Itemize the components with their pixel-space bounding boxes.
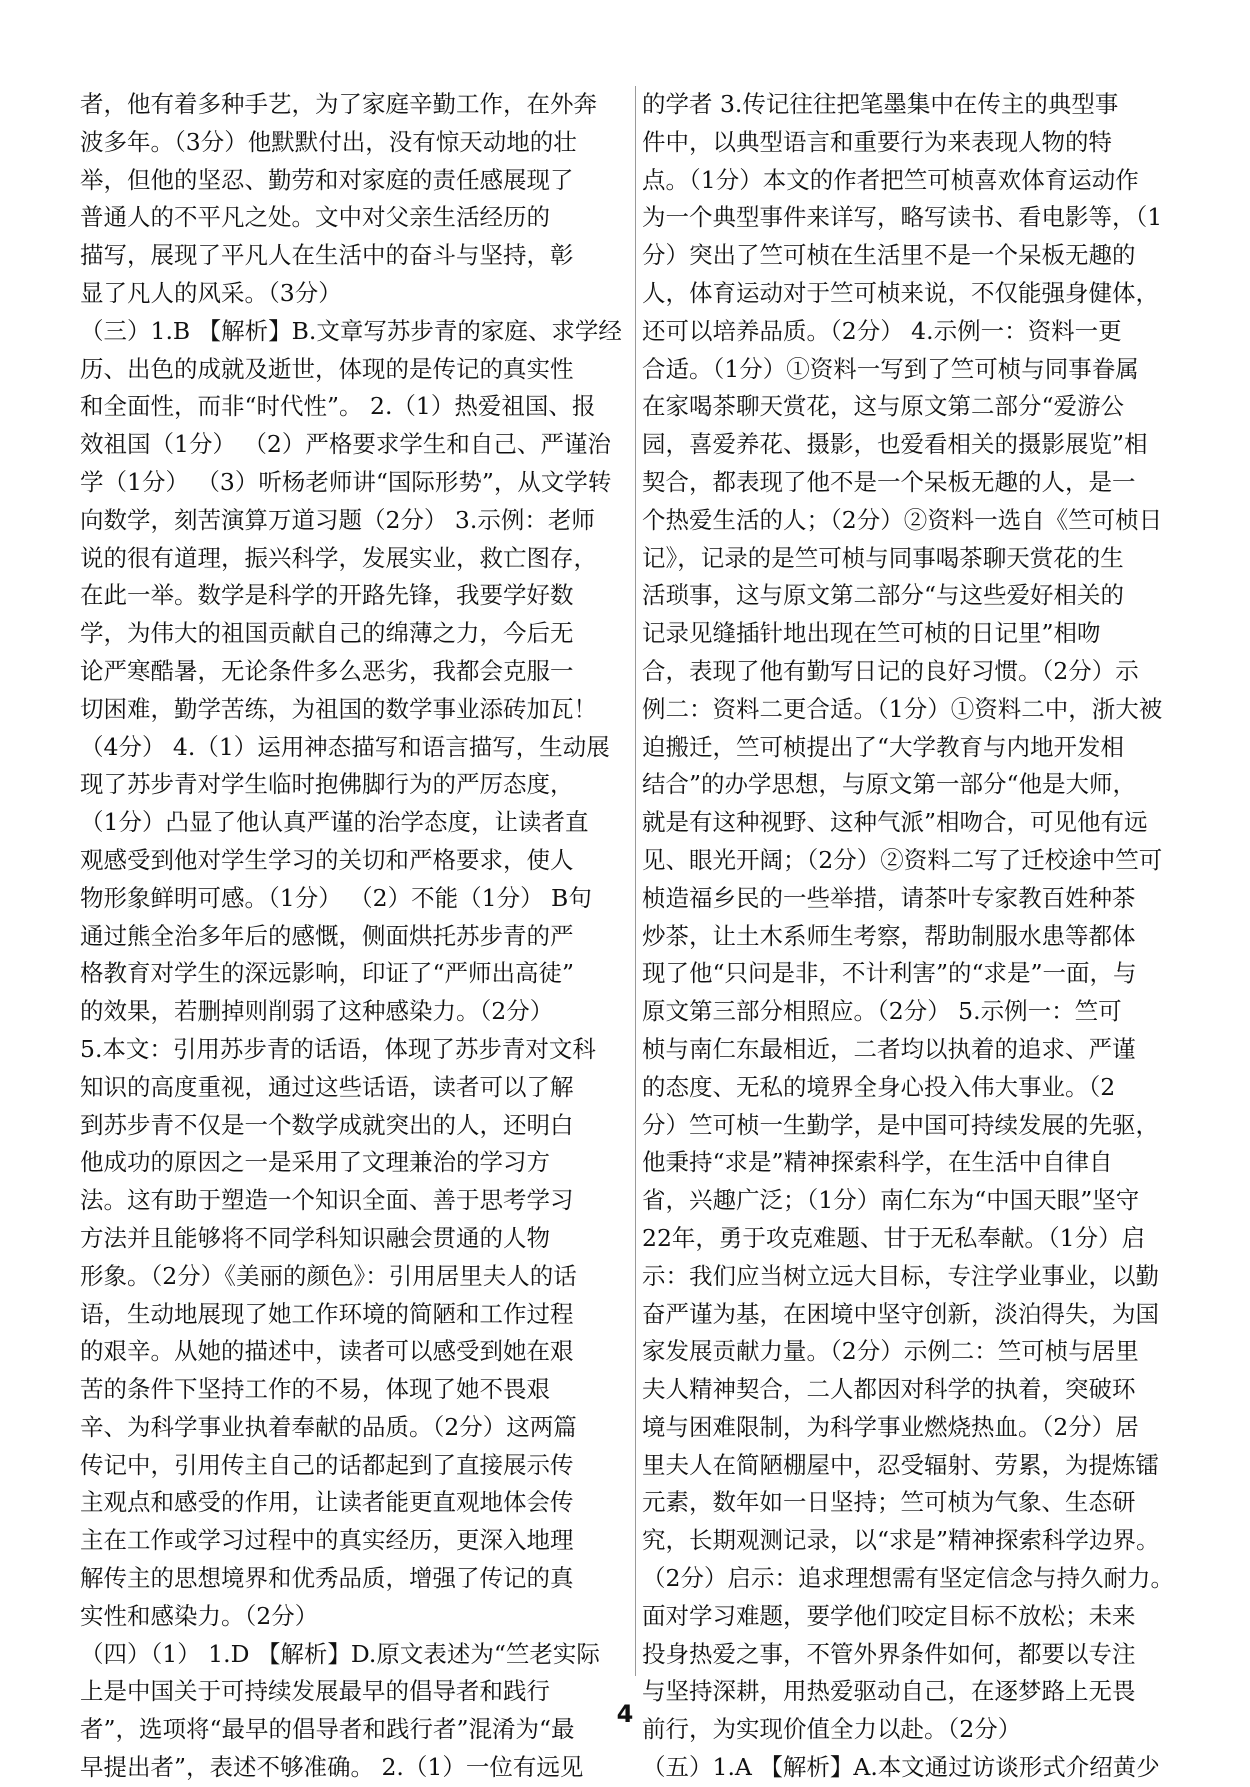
right-column-text-line: 迫搬迁，竺可桢提出了“大学教育与内地开发相: [642, 732, 1125, 761]
left-column-text-line: 上是中国关于可持续发展最早的倡导者和践行: [80, 1677, 550, 1706]
right-column-text-line: 前行，为实现价值全力以赴。（2分）: [642, 1715, 1022, 1744]
left-column-text-line: 通过熊全治多年后的感慨，侧面烘托苏步青的严: [80, 921, 574, 950]
left-column-text-line: 的效果，若删掉则削弱了这种感染力。（2分）: [80, 997, 554, 1026]
right-column-text-line: 人，体育运动对于竺可桢来说，不仅能强身健体，: [642, 278, 1159, 307]
right-column-text-line: 分）突出了竺可桢在生活里不是一个呆板无趣的: [642, 241, 1136, 270]
left-column-text-line: 切困难，勤学苦练，为祖国的数学事业添砖加瓦！: [80, 694, 597, 723]
left-column-text-line: 语，生动地展现了她工作环境的简陋和工作过程: [80, 1299, 574, 1328]
left-column-text-line: 格教育对学生的深远影响，印证了“严师出高徒”: [80, 959, 575, 988]
left-column-text-line: 显了凡人的风采。（3分）: [80, 278, 342, 307]
right-column: [642, 90, 1190, 1787]
left-column-text-line: 形象。（2分）《美丽的颜色》：引用居里夫人的话: [80, 1261, 577, 1290]
left-column-text-line: 实性和感染力。（2分）: [80, 1601, 319, 1630]
right-column-text-line: 的态度、无私的境界全身心投入伟大事业。（2: [642, 1072, 1116, 1101]
right-column-text-line: 记》，记录的是竺可桢与同事喝茶聊天赏花的生: [642, 543, 1124, 572]
right-column-text-line: 见、眼光开阔；（2分）②资料二写了迁校途中竺可: [642, 845, 1163, 874]
left-column-text-line: 和全面性，而非“时代性”。 2.（1）热爱祖国、报: [80, 392, 596, 421]
right-column-text-line: 契合，都表现了他不是一个呆板无趣的人，是一: [642, 467, 1136, 496]
right-column-text-line: 园，喜爱养花、摄影，也爱看相关的摄影展览”相: [642, 430, 1148, 459]
right-column-text-line: （五）1.A 【解析】A.本文通过访谈形式介绍黄少: [642, 1753, 1160, 1782]
right-column-text-line: 里夫人在简陋棚屋中，忍受辐射、劳累，为提炼镭: [642, 1450, 1159, 1479]
left-column-text-line: 波多年。（3分）他默默付出，没有惊天动地的壮: [80, 127, 577, 156]
right-column-text-line: 元素，数年如一日坚持；竺可桢为气象、生态研: [642, 1488, 1136, 1517]
right-column-text-line: 原文第三部分相照应。（2分） 5.示例一：竺可: [642, 997, 1122, 1026]
left-column-text-line: 他成功的原因之一是采用了文理兼治的学习方: [80, 1148, 550, 1177]
right-column-text-line: 就是有这种视野、这种气派”相吻合，可见他有远: [642, 808, 1148, 837]
left-column-text-line: 物形象鲜明可感。（1分） （2）不能（1分） B句: [80, 883, 592, 912]
left-column-text-line: 主在工作或学习过程中的真实经历，更深入地理: [80, 1526, 574, 1555]
column-divider: [635, 86, 636, 1676]
left-column-text-line: 现了苏步青对学生临时抱佛脚行为的严厉态度，: [80, 770, 574, 799]
left-column-text-line: 辛、为科学事业执着奉献的品质。（2分）这两篇: [80, 1412, 577, 1441]
right-column-text-line: 面对学习难题，要学他们咬定目标不放松；未来: [642, 1601, 1136, 1630]
left-column-text-line: 论严寒酷暑，无论条件多么恶劣，我都会克服一: [80, 656, 574, 685]
left-column-text-line: （1分）凸显了他认真严谨的治学态度，让读者直: [80, 808, 589, 837]
right-column-text-line: 分）竺可桢一生勤学，是中国可持续发展的先驱，: [642, 1110, 1159, 1139]
left-column-text-line: 5.本文：引用苏步青的话语，体现了苏步青对文科: [80, 1034, 596, 1063]
right-column-text-line: 为一个典型事件来详写，略写读书、看电影等，（1: [642, 203, 1163, 232]
right-column-text-line: （2分）启示：追求理想需有坚定信念与持久耐力。: [642, 1564, 1174, 1593]
right-column-text-line: 的学者 3.传记往往把笔墨集中在传主的典型事: [642, 90, 1119, 118]
left-column-text-line: （三）1.B 【解析】B.文章写苏步青的家庭、求学经: [80, 316, 622, 345]
right-column-text-line: 与坚持深耕，用热爱驱动自己，在逐梦路上无畏: [642, 1677, 1136, 1706]
right-column-text-line: 炒茶，让土木系师生考察，帮助制服水患等都体: [642, 921, 1136, 950]
left-column-text-line: （4分） 4.（1）运用神态描写和语言描写，生动展: [80, 732, 610, 761]
right-column-text-line: 投身热爱之事，不管外界条件如何，都要以专注: [642, 1639, 1136, 1668]
right-column-text-line: 点。（1分）本文的作者把竺可桢喜欢体育运动作: [642, 165, 1139, 194]
left-column-text-line: 描写，展现了平凡人在生活中的奋斗与坚持，彰: [80, 241, 574, 270]
left-column-text-line: 苦的条件下坚持工作的不易，体现了她不畏艰: [80, 1375, 550, 1404]
right-column-text-line: 个热爱生活的人；（2分）②资料一选自《竺可桢日: [642, 505, 1163, 534]
left-column-text-line: 普通人的不平凡之处。文中对父亲生活经历的: [80, 203, 550, 232]
left-column-text-line: 解传主的思想境界和优秀品质，增强了传记的真: [80, 1564, 574, 1593]
right-column-text-line: 家发展贡献力量。（2分）示例二：竺可桢与居里: [642, 1337, 1139, 1366]
left-column-text-line: 到苏步青不仅是一个数学成就突出的人，还明白: [80, 1110, 574, 1139]
left-column-text-line: （四）（1） 1.D 【解析】D.原文表述为“竺老实际: [80, 1639, 600, 1668]
left-column-text-line: 说的很有道理，振兴科学，发展实业，救亡图存，: [80, 543, 597, 572]
left-column-text-line: 的艰辛。从她的描述中，读者可以感受到她在艰: [80, 1337, 574, 1366]
right-column-text-line: 活琐事，这与原文第二部分“与这些爱好相关的: [642, 581, 1125, 610]
left-column-text-line: 学（1分） （3）听杨老师讲“国际形势”，从文学转: [80, 467, 612, 496]
right-column-text-line: 现了他“只问是非，不计利害”的“求是”一面，与: [642, 959, 1137, 988]
right-column-text-line: 例二：资料二更合适。（1分）①资料二中，浙大被: [642, 694, 1163, 723]
right-column-text-line: 记录见缝插针地出现在竺可桢的日记里”相吻: [642, 619, 1101, 648]
left-column-text-line: 早提出者”，表述不够准确。 2.（1）一位有远见: [80, 1753, 584, 1782]
right-column-text-line: 还可以培养品质。（2分） 4.示例一：资料一更: [642, 316, 1122, 345]
left-column-text-line: 观感受到他对学生学习的关切和严格要求，使人: [80, 845, 574, 874]
left-column: [80, 86, 628, 1787]
left-column-text-line: 向数学，刻苦演算万道习题（2分） 3.示例：老师: [80, 505, 595, 534]
left-column-text-line: 主观点和感受的作用，让读者能更直观地体会传: [80, 1488, 574, 1517]
left-column-text-line: 者”，选项将“最早的倡导者和践行者”混淆为“最: [80, 1715, 575, 1744]
left-column-text-line: 学，为伟大的祖国贡献自己的绵薄之力，今后无: [80, 619, 574, 648]
right-column-text-line: 桢造福乡民的一些举措，请茶叶专家教百姓种茶: [642, 883, 1136, 912]
left-column-text-line: 效祖国（1分） （2）严格要求学生和自己、严谨治: [80, 430, 611, 459]
left-column-text-line: 传记中，引用传主自己的话都起到了直接展示传: [80, 1450, 574, 1479]
left-column-text-line: 方法并且能够将不同学科知识融会贯通的人物: [80, 1223, 550, 1252]
right-column-text-line: 究，长期观测记录，以“求是”精神探索科学边界。: [642, 1526, 1160, 1555]
right-column-text-line: 22年，勇于攻克难题、甘于无私奉献。（1分）启: [642, 1223, 1146, 1252]
right-column-text-line: 合适。（1分）①资料一写到了竺可桢与同事眷属: [642, 354, 1139, 383]
right-column-text-line: 件中，以典型语言和重要行为来表现人物的特: [642, 127, 1112, 156]
right-column-text-line: 结合”的办学思想，与原文第一部分“他是大师，: [642, 770, 1137, 799]
right-column-text-line: 合，表现了他有勤写日记的良好习惯。（2分）示: [642, 656, 1139, 685]
left-column-text-line: 历、出色的成就及逝世，体现的是传记的真实性: [80, 354, 574, 383]
left-column-text-line: 举，但他的坚忍、勤劳和对家庭的责任感展现了: [80, 165, 574, 194]
right-column-text-line: 示：我们应当树立远大目标，专注学业事业，以勤: [642, 1261, 1159, 1290]
left-column-text-line: 法。这有助于塑造一个知识全面、善于思考学习: [80, 1186, 574, 1215]
right-column-text-line: 他秉持“求是”精神探索科学，在生活中自律自: [642, 1148, 1113, 1177]
page-number: 4: [616, 1700, 634, 1728]
right-column-text-line: 奋严谨为基，在困境中坚守创新，淡泊得失，为国: [642, 1299, 1159, 1328]
left-column-text-line: 在此一举。数学是科学的开路先锋，我要学好数: [80, 581, 574, 610]
right-column-text-line: 在家喝茶聊天赏花，这与原文第二部分“爱游公: [642, 392, 1125, 421]
left-column-text-line: 知识的高度重视，通过这些话语，读者可以了解: [80, 1072, 574, 1101]
right-column-text-line: 境与困难限制，为科学事业燃烧热血。（2分）居: [642, 1412, 1139, 1441]
right-column-text-line: 夫人精神契合，二人都因对科学的执着，突破环: [642, 1375, 1136, 1404]
left-column-text-line: 者，他有着多种手艺，为了家庭辛勤工作，在外奔: [80, 90, 597, 118]
right-column-text-line: 桢与南仁东最相近，二者均以执着的追求、严谨: [642, 1034, 1136, 1063]
right-column-text-line: 省，兴趣广泛；（1分）南仁东为“中国天眼”坚守: [642, 1186, 1140, 1215]
